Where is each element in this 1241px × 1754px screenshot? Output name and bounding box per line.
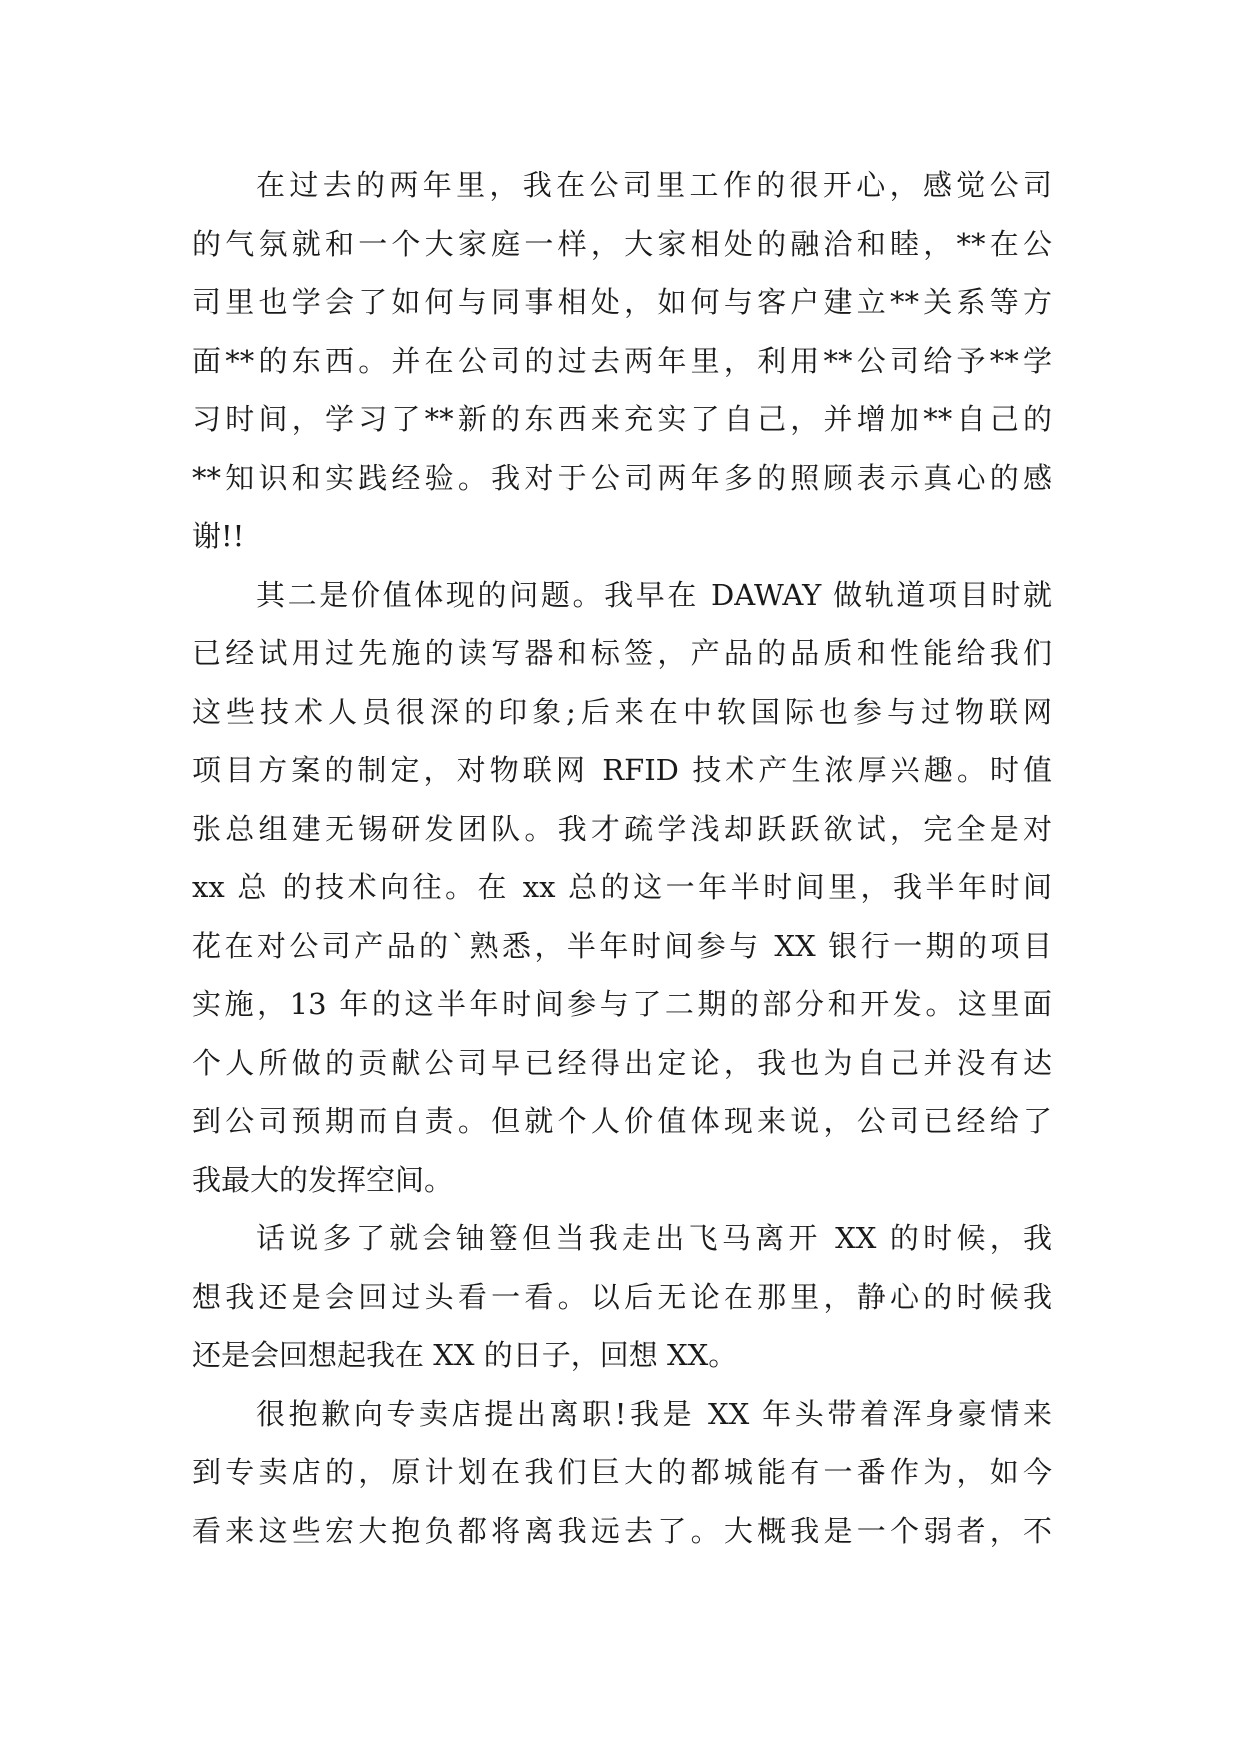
text-line: xx 总 的技术向往。在 xx 总的这一年半时间里，我半年时间 <box>192 870 1052 904</box>
paragraph-1 <box>192 156 1052 566</box>
text-line: 这些技术人员很深的印象;后来在中软国际也参与过物联网 <box>192 694 1052 729</box>
text-line: **知识和实践经验。我对于公司两年多的照顾表示真心的感 <box>192 460 1052 495</box>
text-line: 项目方案的制定，对物联网 RFID 技术产生浓厚兴趣。时值 <box>192 753 1052 787</box>
text-line: 谢!! <box>192 519 245 553</box>
text-line: 的气氛就和一个大家庭一样，大家相处的融洽和睦，**在公 <box>192 226 1052 261</box>
text-line: 已经试用过先施的读写器和标签，产品的品质和性能给我们 <box>192 636 1052 670</box>
text-line: 还是会回想起我在 XX 的日子，回想 XX。 <box>192 1338 738 1372</box>
text-line: 习时间，学习了**新的东西来充实了自己，并增加**自己的 <box>192 402 1052 436</box>
paragraph-3 <box>192 1209 1052 1385</box>
text-line: 在过去的两年里，我在公司里工作的很开心，感觉公司 <box>256 168 1052 202</box>
text-line: 看来这些宏大抱负都将离我远去了。大概我是一个弱者，不 <box>192 1513 1052 1548</box>
text-line: 想我还是会回过头看一看。以后无论在那里，静心的时候我 <box>192 1279 1052 1314</box>
text-line: 话说多了就会铀簦但当我走出飞马离开 XX 的时候，我 <box>256 1221 1052 1255</box>
paragraph-4 <box>192 1385 1052 1561</box>
text-line: 张总组建无锡研发团队。我才疏学浅却跃跃欲试，完全是对 <box>192 811 1052 846</box>
document-body <box>192 156 1052 1560</box>
text-line: 到专卖店的，原计划在我们巨大的都城能有一番作为，如今 <box>192 1455 1052 1489</box>
text-line: 我最大的发挥空间。 <box>192 1162 454 1197</box>
text-line: 其二是价值体现的问题。我早在 DAWAY 做轨道项目时就 <box>256 577 1052 612</box>
text-line: 很抱歉向专卖店提出离职!我是 XX 年头带着浑身豪情来 <box>256 1396 1052 1431</box>
text-line: 花在对公司产品的`熟悉，半年时间参与 XX 银行一期的项目 <box>192 928 1052 963</box>
text-line: 司里也学会了如何与同事相处，如何与客户建立**关系等方 <box>192 285 1052 319</box>
text-line: 面**的东西。并在公司的过去两年里，利用**公司给予**学 <box>192 343 1052 378</box>
text-line: 到公司预期而自责。但就个人价值体现来说，公司已经给了 <box>192 1104 1052 1138</box>
paragraph-2 <box>192 566 1052 1210</box>
text-line: 个人所做的贡献公司早已经得出定论，我也为自己并没有达 <box>192 1045 1052 1080</box>
text-line: 实施，13 年的这半年时间参与了二期的部分和开发。这里面 <box>192 987 1052 1021</box>
